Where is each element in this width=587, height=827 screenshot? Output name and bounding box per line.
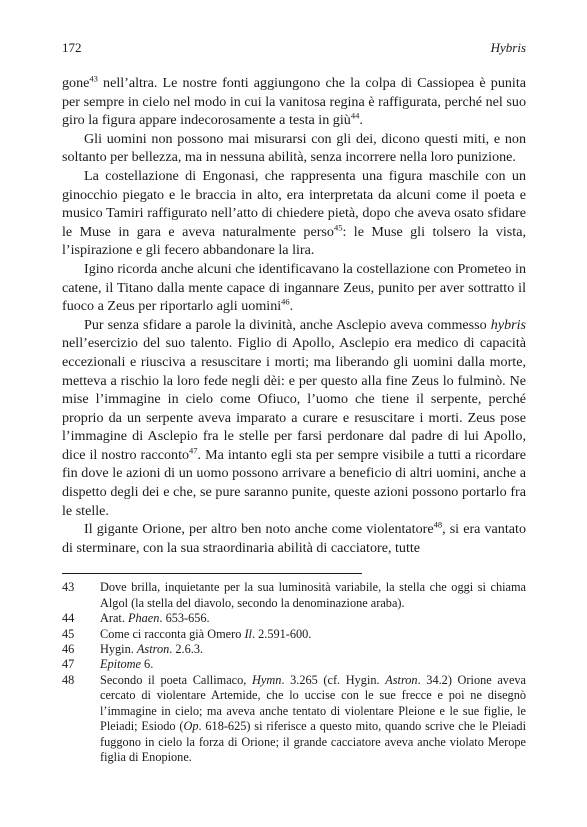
footnote-text: [100, 642, 526, 657]
paragraph: [62, 130, 526, 167]
text-run: . 3.265 (cf. Hygin.: [281, 672, 386, 687]
text-run: Arat.: [100, 611, 128, 626]
text-run: nell’esercizio del suo talento. Figlio di Apollo, Asclepio era medico di capacità eccezionali e riusciva a resuscitare i morti; ma liberando gli uomini dalla morte, metteva a rischio la loro fede negli dèi: e per questo alla fine Zeus lo fulminò. Ne mise l’immagine in cielo come Ofiuco, l’uomo che tiene il serpente, perché proprio da un serpente aveva imparato a curare e resuscitare i morti. Zeus pose l’immagine di Asclepio fra le stelle per farsi perdonare dal padre di lui Apollo, dice il nostro racconto: [62, 335, 526, 463]
book-page: [62, 40, 526, 765]
footnote-number: 44: [62, 611, 75, 626]
italic-text: Epitome: [100, 657, 141, 672]
italic-text: Il: [244, 626, 252, 641]
footnote-ref: 46: [281, 296, 290, 307]
footnote-text: [100, 627, 526, 642]
text-run: . Ma intanto egli sta per sempre visibile a tutti a ricordare fin dove le azioni di un uomo possono arrivare a beneficio di altri uomini, anche a dispetto degli dei e che, se pure saranno punite, queste azioni possono portarlo fra le stelle.: [62, 446, 526, 519]
footnotes: [62, 580, 526, 765]
text-run: Gli uomini non possono mai misurarsi con gli dei, dicono questi miti, e non soltanto per bellezza, ma in nessuna abilità, senza incorrere nella loro punizione.: [62, 130, 526, 166]
paragraph: [62, 74, 526, 130]
body-text: [62, 74, 526, 557]
text-run: . 2.591-600.: [251, 626, 312, 641]
page-number: 172: [62, 40, 82, 55]
footnote-ref: 48: [433, 519, 443, 530]
paragraph: [62, 520, 526, 557]
text-run: .: [289, 298, 294, 315]
running-title: Hybris: [490, 40, 526, 55]
text-run: Hygin.: [100, 642, 137, 657]
footnote: [62, 611, 526, 626]
italic-text: hybris: [490, 316, 526, 333]
footnote-ref: 45: [333, 222, 343, 233]
text-run: Igino ricorda anche alcuni che identificavano la costellazione con Prometeo in catene, il Titano dalla mente capace di ingannare Zeus, punito per aver sottratto il fuoco a Zeus per riportarlo agli uomini: [62, 260, 526, 315]
footnote-text: [100, 611, 526, 626]
text-run: .: [359, 112, 363, 129]
running-header: [62, 40, 526, 58]
text-run: Il gigante Orione, per altro ben noto anche come violentatore: [84, 521, 434, 538]
text-run: Secondo il poeta Callimaco,: [100, 672, 252, 687]
footnote-text: [100, 657, 526, 672]
text-run: Come ci racconta già Omero: [100, 626, 245, 641]
footnote-ref: 47: [189, 445, 198, 456]
text-run: . 653-656.: [159, 611, 210, 626]
italic-text: Op: [183, 719, 199, 734]
footnote-ref: 43: [89, 73, 98, 84]
footnote-number: 46: [62, 642, 75, 657]
italic-text: Astron: [385, 672, 418, 687]
paragraph: [62, 260, 526, 316]
paragraph: [62, 167, 526, 260]
footnote-number: 48: [62, 672, 75, 687]
footnote-text: [100, 580, 526, 611]
footnote-ref: 44: [350, 110, 360, 121]
footnote-number: 45: [62, 626, 75, 641]
footnote-number: 47: [62, 657, 75, 672]
text-run: gone: [62, 75, 90, 91]
text-run: Dove brilla, inquietante per la sua luminosità variabile, la stella che oggi si chiama Algol (la stella del diavolo, secondo la denominazione araba).: [100, 580, 526, 610]
italic-text: Astron: [136, 642, 170, 657]
text-run: , si era vantato di sterminare, con la sua straordinaria abilità di cacciatore, tutte: [62, 521, 526, 556]
footnote-number: 43: [62, 580, 75, 595]
footnote: [62, 673, 526, 765]
text-run: : le Muse gli tolsero la vista, l’ispirazione e gli fecero abbandonare la lira.: [62, 223, 526, 259]
paragraph: [62, 316, 526, 521]
footnote: [62, 642, 526, 657]
italic-text: Phaen: [128, 611, 160, 626]
footnote-separator: [62, 573, 362, 574]
footnote: [62, 627, 526, 642]
text-run: 6.: [140, 657, 154, 672]
text-run: nell’altra. Le nostre fonti aggiungono che la colpa di Cassiopea è punita per sempre in cielo nel modo in cui la vanitosa regina è raffigurata, perché nel suo giro la figura appare indecorosamente a testa in giù: [62, 75, 526, 129]
footnote-text: [100, 673, 526, 765]
italic-text: Hymn: [252, 672, 282, 687]
text-run: . 34.2) Orione aveva cercato di violentare Artemide, che lo uccise con le sue frecce e poi ne disegnò l’immagine in cielo; ma aveva anche tentato di violentare Pleione e le sue figlie, le Pleiadi; Esiodo (: [100, 672, 527, 734]
text-run: La costellazione di Engonasi, che rappresenta una figura maschile con un ginocchio piegato e le braccia in alto, era interpretata da alcuni come il poeta e musico Tamiri raffigurato nell’atto di chiedere pietà, dopo che aveva osato sfidare le Muse in gara e aveva naturalmente perso: [62, 167, 526, 240]
footnote: [62, 657, 526, 672]
text-run: . 2.6.3.: [169, 642, 204, 657]
text-run: Pur senza sfidare a parole la divinità, anche Asclepio aveva commesso: [84, 316, 491, 333]
footnote: [62, 580, 526, 611]
text-run: . 618-625) si riferisce a questo mito, quando scrive che le Pleiadi fuggono in cielo la forza di Orione; il grande cacciatore aveva anche violato Merope figlia di Enopione.: [100, 719, 526, 764]
